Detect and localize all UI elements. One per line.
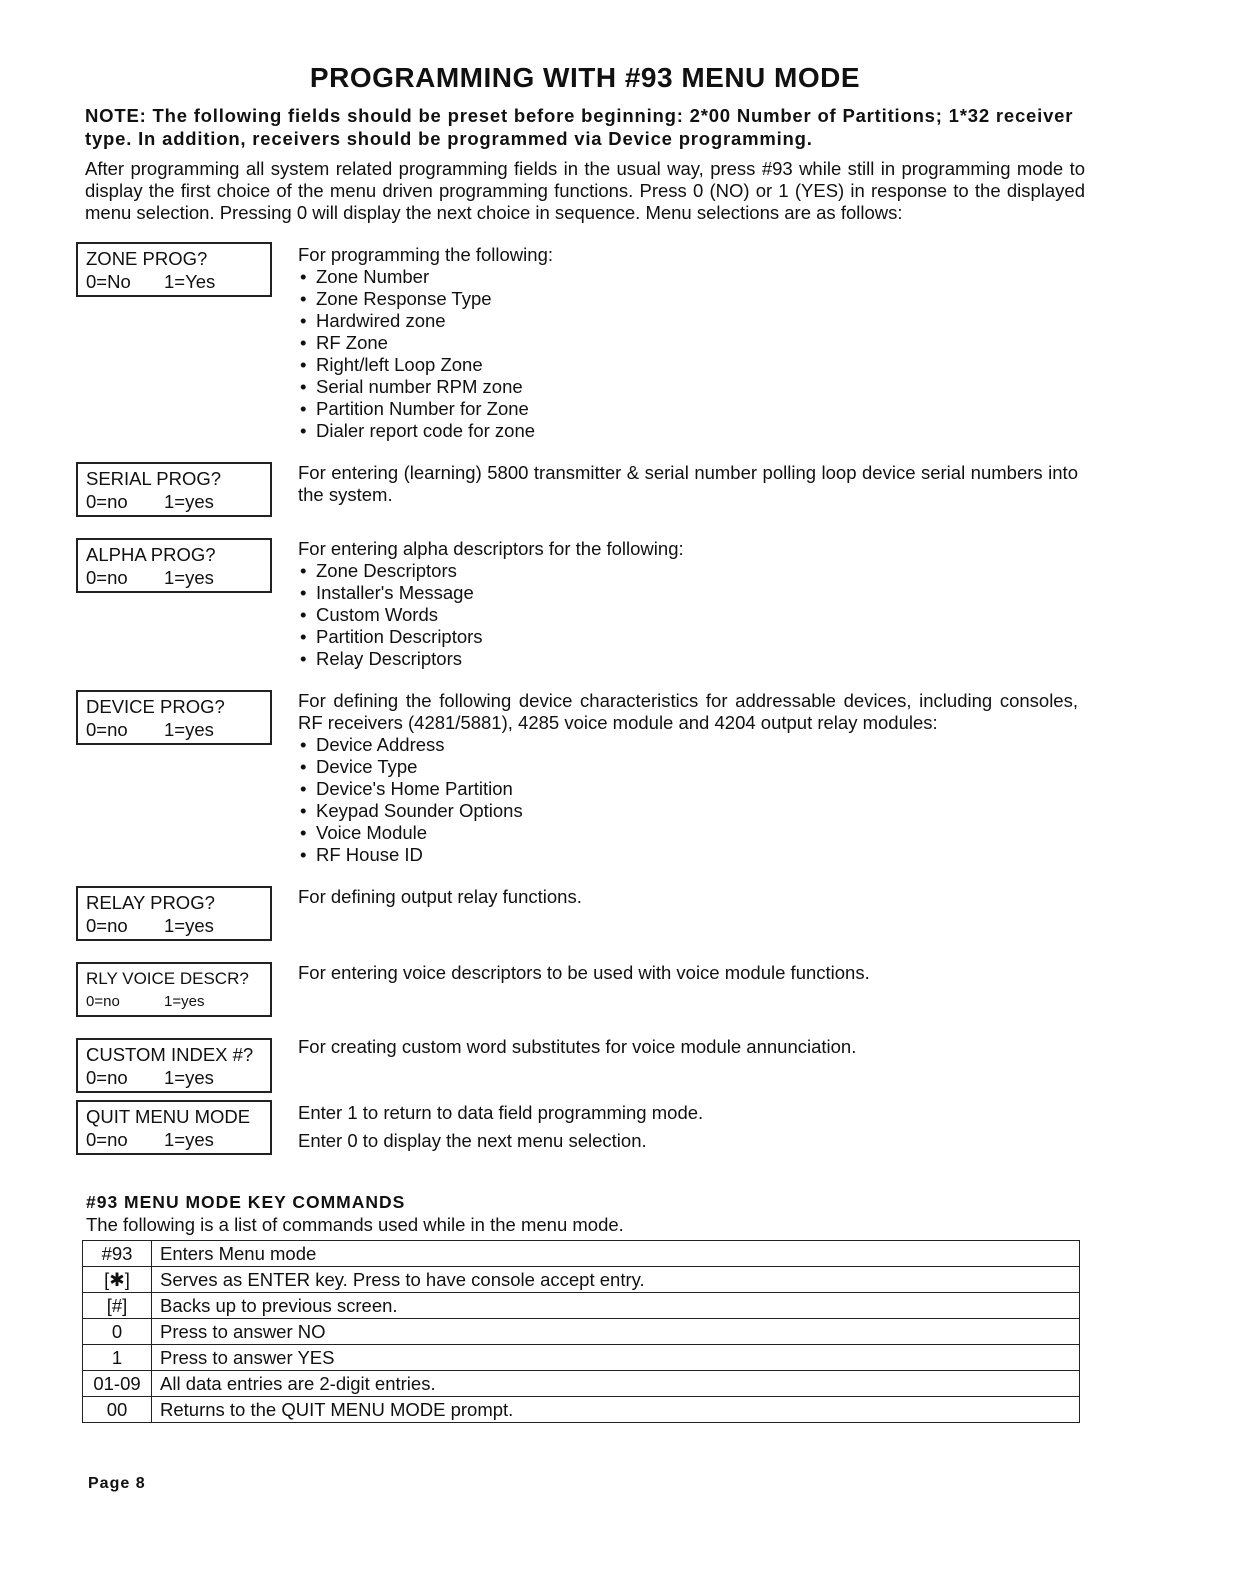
command-key: #93 bbox=[83, 1241, 152, 1267]
command-key: 0 bbox=[83, 1319, 152, 1345]
menu-prompt: RLY VOICE DESCR? bbox=[86, 969, 249, 988]
table-row bbox=[83, 1345, 1080, 1371]
menu-no: 0=no bbox=[86, 1067, 128, 1088]
command-text: Serves as ENTER key. Press to have console accept entry. bbox=[152, 1267, 1080, 1293]
menu-no: 0=no bbox=[86, 915, 128, 936]
menu-yes: 1=yes bbox=[164, 993, 205, 1010]
list-item: • Zone Descriptors bbox=[298, 560, 1078, 582]
command-text: Press to answer NO bbox=[152, 1319, 1080, 1345]
desc-text: For entering voice descriptors to be used with voice module functions. bbox=[298, 962, 870, 983]
table-row bbox=[83, 1293, 1080, 1319]
list-item: • Zone Response Type bbox=[298, 288, 1078, 310]
menu-box-custom-index bbox=[76, 1038, 272, 1093]
desc-text: For programming the following: bbox=[298, 244, 553, 265]
desc-text: For defining the following device characteristics for addressable devices, including consoles, RF receivers (4281/5881), 4285 voice module and 4204 output relay modules: bbox=[298, 690, 1078, 733]
list-item: • Dialer report code for zone bbox=[298, 420, 1078, 442]
menu-box-quit-menu-mode bbox=[76, 1100, 272, 1155]
menu-desc-relay-prog bbox=[298, 886, 1078, 908]
page-number: Page 8 bbox=[88, 1475, 146, 1492]
menu-no: 0=no bbox=[86, 491, 128, 512]
menu-desc-zone-prog bbox=[298, 244, 1078, 442]
menu-no: 0=no bbox=[86, 719, 128, 740]
menu-box-serial-prog bbox=[76, 462, 272, 517]
menu-box-relay-prog bbox=[76, 886, 272, 941]
menu-prompt: DEVICE PROG? bbox=[86, 696, 225, 717]
bullet-list bbox=[298, 560, 1078, 670]
list-item: • Partition Number for Zone bbox=[298, 398, 1078, 420]
desc-text: Enter 1 to return to data field programming mode. bbox=[298, 1102, 704, 1123]
list-item: • Relay Descriptors bbox=[298, 648, 1078, 670]
menu-desc-device-prog bbox=[298, 690, 1078, 866]
desc-text: For defining output relay functions. bbox=[298, 886, 582, 907]
menu-yes: 1=yes bbox=[164, 719, 214, 740]
list-item: • RF House ID bbox=[298, 844, 1078, 866]
menu-prompt: QUIT MENU MODE bbox=[86, 1106, 251, 1127]
list-item: • Device's Home Partition bbox=[298, 778, 1078, 800]
list-item: • Device Address bbox=[298, 734, 1078, 756]
menu-no: 0=no bbox=[86, 1129, 128, 1150]
table-row bbox=[83, 1397, 1080, 1423]
command-key: [#] bbox=[83, 1293, 152, 1319]
command-text: Press to answer YES bbox=[152, 1345, 1080, 1371]
menu-prompt: RELAY PROG? bbox=[86, 892, 215, 913]
menu-no: 0=No bbox=[86, 271, 131, 292]
list-item: • Custom Words bbox=[298, 604, 1078, 626]
list-item: • Zone Number bbox=[298, 266, 1078, 288]
list-item: • Partition Descriptors bbox=[298, 626, 1078, 648]
list-item: • Installer's Message bbox=[298, 582, 1078, 604]
menu-no: 0=no bbox=[86, 567, 128, 588]
list-item: • Serial number RPM zone bbox=[298, 376, 1078, 398]
menu-yes: 1=yes bbox=[164, 1129, 214, 1150]
menu-desc-custom-index bbox=[298, 1036, 1078, 1058]
command-text: Enters Menu mode bbox=[152, 1241, 1080, 1267]
menu-desc-alpha-prog bbox=[298, 538, 1078, 670]
menu-yes: 1=yes bbox=[164, 1067, 214, 1088]
intro-paragraph: After programming all system related programming fields in the usual way, press #93 while still in programming mode to display the first choice of the menu driven programming functions. Press 0 (NO) or 1 (YES) in response to the displayed menu selection. Pressing 0 will display the next choice in sequence. Menu selections are as follows: bbox=[85, 158, 1085, 223]
note-paragraph: NOTE: The following fields should be preset before beginning: 2*00 Number of Partitions; 1*32 receiver type. In addition, receivers should be programmed via Device programming. bbox=[85, 105, 1074, 149]
list-item: • Voice Module bbox=[298, 822, 1078, 844]
menu-box-rly-voice-descr bbox=[76, 962, 272, 1017]
menu-desc-rly-voice-descr bbox=[298, 962, 1078, 984]
menu-desc-quit-menu-mode bbox=[298, 1099, 1078, 1155]
menu-box-zone-prog bbox=[76, 242, 272, 297]
menu-box-device-prog bbox=[76, 690, 272, 745]
bullet-list bbox=[298, 734, 1078, 866]
desc-text: For entering (learning) 5800 transmitter & serial number polling loop device serial numbers into the system. bbox=[298, 462, 1078, 505]
key-commands-heading: #93 MENU MODE KEY COMMANDS bbox=[86, 1192, 406, 1212]
desc-text: For entering alpha descriptors for the following: bbox=[298, 538, 684, 559]
menu-no: 0=no bbox=[86, 993, 120, 1010]
menu-yes: 1=yes bbox=[164, 491, 214, 512]
command-text: All data entries are 2-digit entries. bbox=[152, 1371, 1080, 1397]
list-item: • Right/left Loop Zone bbox=[298, 354, 1078, 376]
command-key: 01-09 bbox=[83, 1371, 152, 1397]
command-key: [✱] bbox=[83, 1267, 152, 1293]
menu-prompt: SERIAL PROG? bbox=[86, 468, 222, 489]
key-commands-subheading: The following is a list of commands used while in the menu mode. bbox=[86, 1214, 624, 1235]
key-commands-table bbox=[82, 1240, 1080, 1423]
list-item: • Hardwired zone bbox=[298, 310, 1078, 332]
table-row bbox=[83, 1241, 1080, 1267]
command-key: 1 bbox=[83, 1345, 152, 1371]
command-text: Backs up to previous screen. bbox=[152, 1293, 1080, 1319]
menu-yes: 1=yes bbox=[164, 915, 214, 936]
menu-prompt: ZONE PROG? bbox=[86, 248, 208, 269]
desc-text-2: Enter 0 to display the next menu selection. bbox=[298, 1130, 647, 1151]
list-item: • Keypad Sounder Options bbox=[298, 800, 1078, 822]
list-item: • RF Zone bbox=[298, 332, 1078, 354]
table-row bbox=[83, 1319, 1080, 1345]
table-row bbox=[83, 1371, 1080, 1397]
menu-yes: 1=yes bbox=[164, 567, 214, 588]
page-title: PROGRAMMING WITH #93 MENU MODE bbox=[309, 62, 861, 93]
menu-prompt: CUSTOM INDEX #? bbox=[86, 1044, 254, 1065]
menu-desc-serial-prog bbox=[298, 462, 1078, 506]
desc-text: For creating custom word substitutes for voice module annunciation. bbox=[298, 1036, 857, 1057]
command-text: Returns to the QUIT MENU MODE prompt. bbox=[152, 1397, 1080, 1423]
menu-prompt: ALPHA PROG? bbox=[86, 544, 216, 565]
command-key: 00 bbox=[83, 1397, 152, 1423]
table-row bbox=[83, 1267, 1080, 1293]
list-item: • Device Type bbox=[298, 756, 1078, 778]
menu-box-alpha-prog bbox=[76, 538, 272, 593]
menu-yes: 1=Yes bbox=[164, 271, 216, 292]
bullet-list bbox=[298, 266, 1078, 442]
